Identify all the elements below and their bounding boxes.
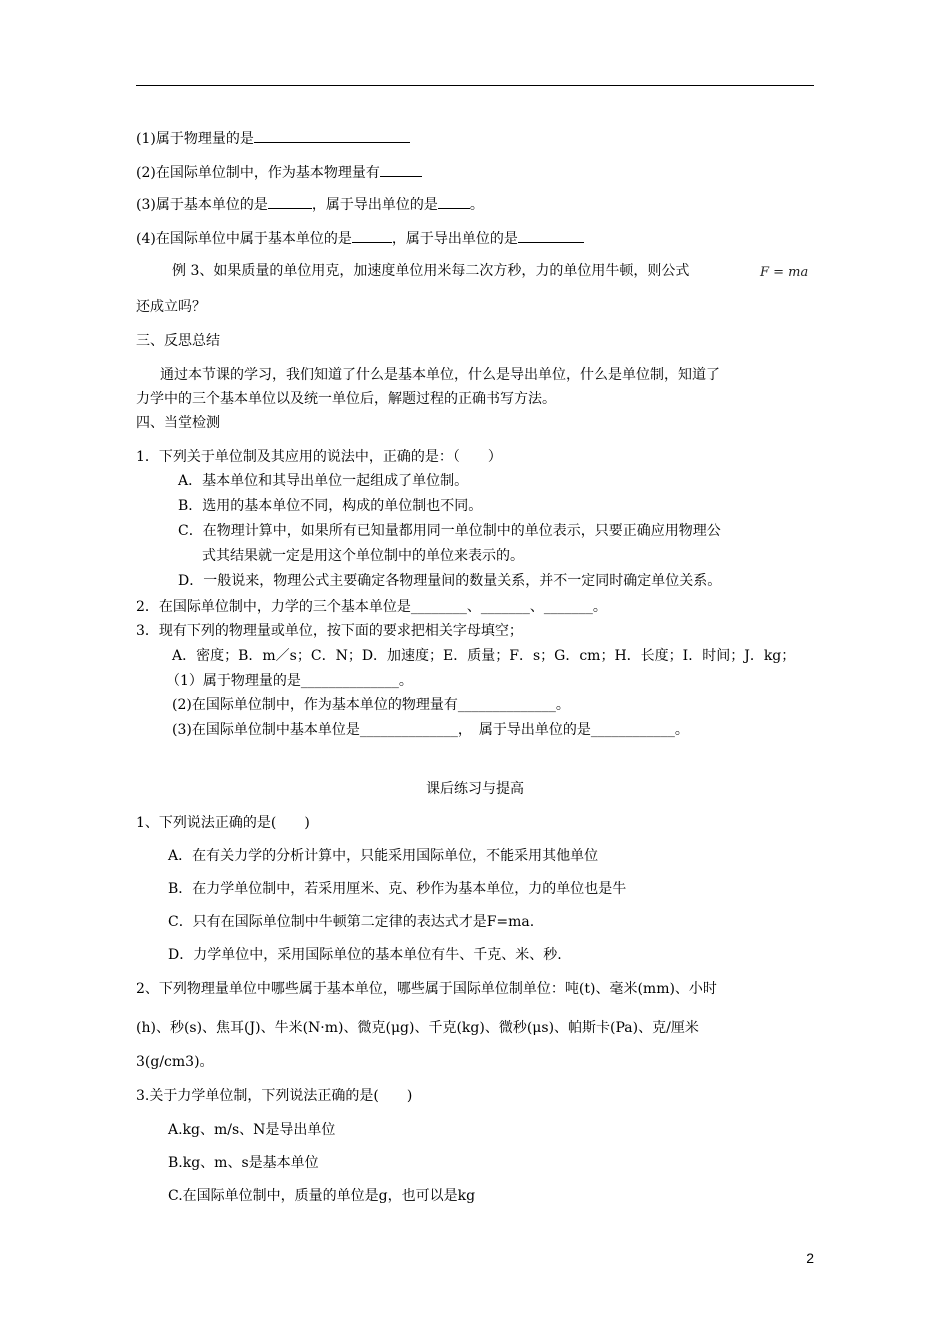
options-list: A．密度；B．m／s；C．N；D．加速度；E．质量；F．s；G．cm；H．长度；I．时间；J．kg； [172,648,796,664]
question-text: 1、下列说法正确的是( ) [136,815,310,831]
question-text: 2、下列物理量单位中哪些属于基本单位，哪些属于国际单位制单位：吨(t)、毫米(mm)、小时 [136,981,717,997]
option-a: A.kg、m/s、N是导出单位 [168,1122,336,1138]
answer-blank [380,161,422,177]
question-text: (4)在国际单位中属于基本单位的是 [136,231,352,247]
question-text: 3.关于力学单位制，下列说法正确的是( ) [136,1088,413,1104]
answer-blank [352,227,392,243]
question-text: (2)在国际单位制中，作为基本物理量有 [136,165,380,181]
question-text: ，属于导出单位的是 [391,231,518,247]
option-c: C.在国际单位制中，质量的单位是g，也可以是kg [168,1188,476,1204]
example-3-cont: 还成立吗？ [136,299,206,315]
sub-question: (3)在国际单位制中基本单位是______________， 属于导出单位的是____________。 [172,722,689,738]
question-text-cont: (h)、秒(s)、焦耳(J)、牛米(N·m)、微克(μg)、千克(kg)、微秒(μs)、帕斯卡(Pa)、克/厘米 [136,1020,699,1036]
option-b: B．选用的基本单位不同，构成的单位制也不同。 [178,498,483,514]
formula: F = ma [760,265,809,280]
answer-blank [518,227,584,243]
question-text-cont: 3(g/cm3)。 [136,1054,214,1070]
answer-blank [254,127,410,143]
option-d: D．一般说来，物理公式主要确定各物理量间的数量关系，并不一定同时确定单位关系。 [178,573,722,589]
question-line [136,161,422,183]
paragraph: 力学中的三个基本单位以及统一单位后，解题过程的正确书写方法。 [136,391,556,407]
section-heading: 课后练习与提高 [426,781,524,797]
header-rule [136,85,814,86]
question-line [136,193,484,215]
question-text: ，属于导出单位的是 [311,197,438,213]
question-line [136,127,410,149]
option-b: B.kg、m、s是基本单位 [168,1155,319,1171]
question-text: (3)属于基本单位的是 [136,197,268,213]
sub-question: （1）属于物理量的是______________。 [166,673,413,689]
option-c: C．在物理计算中，如果所有已知量都用同一单位制中的单位表示，只要正确应用物理公 [178,523,721,539]
sub-question: (2)在国际单位制中，作为基本单位的物理量有______________。 [172,697,570,713]
option-d: D．力学单位中，采用国际单位的基本单位有牛、千克、米、秒. [168,947,562,963]
option-c: C．只有在国际单位制中牛顿第二定律的表达式才是F=ma. [168,914,535,930]
option-a: A．基本单位和其导出单位一起组成了单位制。 [178,473,469,489]
option-b: B．在力学单位制中，若采用厘米、克、秒作为基本单位，力的单位也是牛 [168,881,627,897]
page-number: 2 [806,1250,814,1266]
question-text: 3．现有下列的物理量或单位，按下面的要求把相关字母填空； [136,623,523,639]
section-title: 四、当堂检测 [136,415,220,431]
option-c-cont: 式其结果就一定是用这个单位制中的单位来表示的。 [202,548,524,564]
paragraph: 通过本节课的学习，我们知道了什么是基本单位，什么是导出单位，什么是单位制，知道了 [160,367,720,383]
example-text: 例 3、如果质量的单位用克，加速度单位用米每二次方秒，力的单位用牛顿，则公式 [172,263,690,279]
question-line [136,227,584,249]
section-title: 三、反思总结 [136,333,220,349]
answer-blank [438,193,470,209]
question-text: 2．在国际单位制中，力学的三个基本单位是________、_______、_______。 [136,599,607,615]
question-text: 。 [469,197,484,213]
question-text: (1)属于物理量的是 [136,131,254,147]
answer-blank [268,193,312,209]
question-text: 1．下列关于单位制及其应用的说法中，正确的是：（ ） [136,449,502,465]
example-3 [172,261,689,281]
option-a: A．在有关力学的分析计算中，只能采用国际单位，不能采用其他单位 [168,848,599,864]
